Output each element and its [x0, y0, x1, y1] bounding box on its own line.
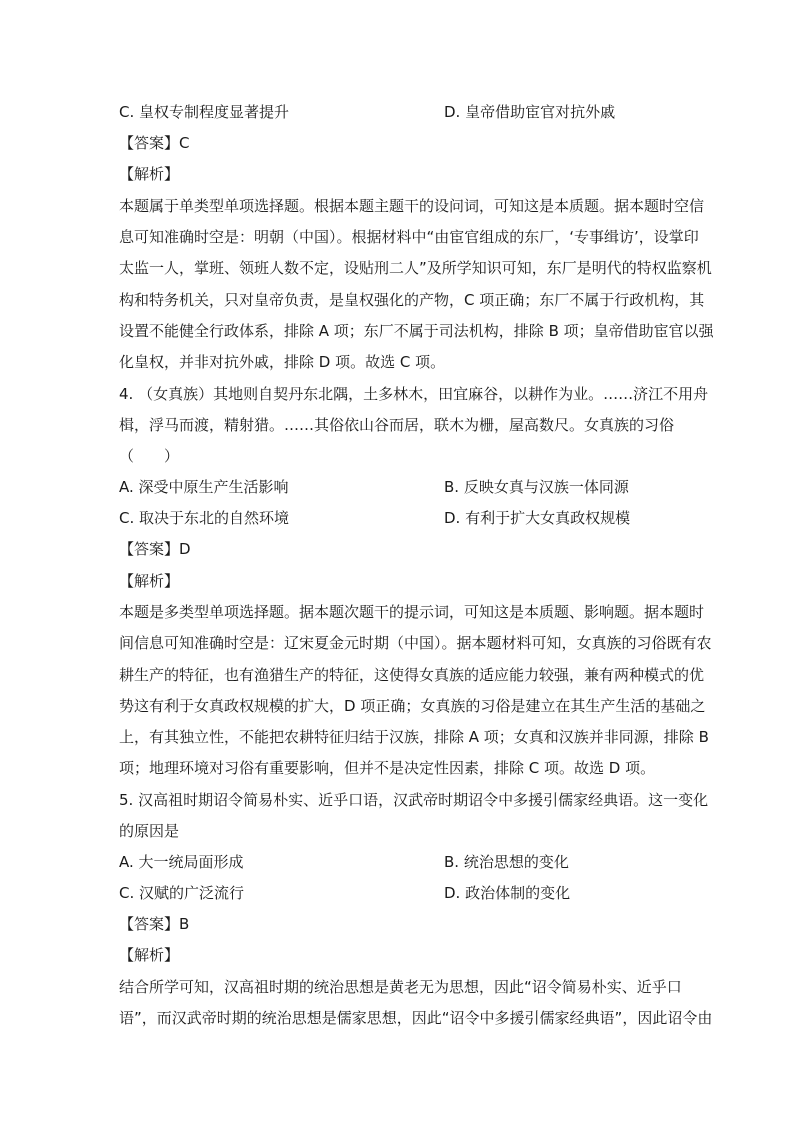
q3-analysis-line: 息可知准确时空是：明朝（中国）。根据材料中“由宦官组成的东厂，‘专事缉访’，设掌印	[119, 228, 699, 246]
q3-answer: 【答案】C	[119, 134, 190, 152]
q3-analysis-label: 【解析】	[119, 165, 180, 183]
q5-stem-line: 5. 汉高祖时期诏令简易朴实、近乎口语，汉武帝时期诏令中多援引儒家经典语。这一变化	[119, 791, 709, 809]
q4-analysis-line: 间信息可知准确时空是：辽宋夏金元时期（中国）。据本题材料可知，女真族的习俗既有农	[119, 634, 712, 652]
q4-analysis-label: 【解析】	[119, 572, 180, 590]
q4-option-b: B. 反映女真与汉族一体同源	[444, 478, 629, 496]
q3-analysis-line: 化皇权，并非对抗外戚，排除 D 项。故选 C 项。	[119, 353, 446, 371]
q5-analysis-label: 【解析】	[119, 946, 180, 964]
q4-stem-line: 楫，浮马而渡，精射猎。……其俗依山谷而居，联木为栅，屋高数尺。女真族的习俗	[119, 416, 675, 434]
q5-analysis-line: 结合所学可知，汉高祖时期的统治思想是黄老无为思想，因此“诏令简易朴实、近乎口	[119, 978, 682, 996]
q4-analysis-line: 上，有其独立性，不能把农耕特征归结于汉族，排除 A 项；女真和汉族并非同源，排除 B	[119, 728, 709, 746]
q4-option-d: D. 有利于扩大女真政权规模	[444, 509, 631, 527]
q5-answer: 【答案】B	[119, 915, 190, 933]
q4-option-c: C. 取决于东北的自然环境	[119, 509, 290, 527]
q3-option-d: D. 皇帝借助宦官对抗外戚	[444, 103, 616, 121]
q4-analysis-line: 势这有利于女真政权规模的扩大，D 项正确；女真族的习俗是建立在其生产生活的基础之	[119, 697, 706, 715]
q5-analysis-line: 语”，而汉武帝时期的统治思想是儒家思想，因此“诏令中多援引儒家经典语”，因此诏令由	[119, 1009, 713, 1027]
q4-analysis-line: 项；地理环境对习俗有重要影响，但并不是决定性因素，排除 C 项。故选 D 项。	[119, 759, 656, 777]
q4-option-a: A. 深受中原生产生活影响	[119, 478, 289, 496]
q3-analysis-line: 构和特务机关，只对皇帝负责，是皇权强化的产物，C 项正确；东厂不属于行政机构，其	[119, 291, 705, 309]
q3-analysis-line: 设置不能健全行政体系，排除 A 项；东厂不属于司法机构，排除 B 项；皇帝借助宦官以强	[119, 322, 714, 340]
q5-option-d: D. 政治体制的变化	[444, 884, 571, 902]
q4-stem-blank: （ ）	[119, 447, 180, 465]
q3-option-c: C. 皇权专制程度显著提升	[119, 103, 290, 121]
q4-stem-line: 4. （女真族）其地则自契丹东北隅，土多林木，田宜麻谷，以耕作为业。……济江不用舟	[119, 385, 709, 403]
q5-stem-line: 的原因是	[119, 822, 180, 840]
q5-option-b: B. 统治思想的变化	[444, 853, 569, 871]
q3-analysis-line: 太监一人，掌班、领班人数不定，设贴刑二人”及所学知识可知，东厂是明代的特权监察机	[119, 259, 712, 277]
q4-analysis-line: 本题是多类型单项选择题。据本题次题干的提示词，可知这是本质题、影响题。据本题时	[119, 603, 705, 621]
q4-answer: 【答案】D	[119, 540, 191, 558]
q5-option-c: C. 汉赋的广泛流行	[119, 884, 245, 902]
q5-option-a: A. 大一统局面形成	[119, 853, 244, 871]
q3-analysis-line: 本题属于单类型单项选择题。根据本题主题干的设问词，可知这是本质题。据本题时空信	[119, 197, 705, 215]
q4-analysis-line: 耕生产的特征，也有渔猎生产的特征，这使得女真族的适应能力较强，兼有两种模式的优	[119, 666, 705, 684]
